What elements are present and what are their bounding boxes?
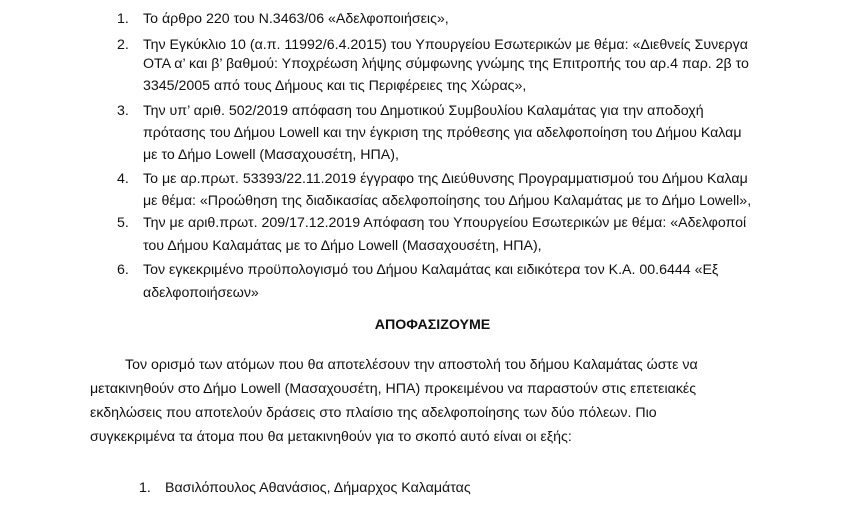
list-item-line: Την Εγκύκλιο 10 (α.π. 11992/6.4.2015) του Υπουργείου Εσωτερικών με θέμα: «Διεθνείς Συνεργα	[143, 37, 748, 53]
paragraph-line: εκδηλώσεις που αποτελούν δράσεις στο πλαίσιο της αδελφοποίησης των δύο πόλεων. Πιο	[90, 405, 657, 421]
list-item-line: Τον εγκεκριμένο προϋπολογισμό του Δήμου Καλαμάτας και ειδικότερα τον Κ.Α. 00.6444 «Εξ	[143, 262, 719, 278]
list-item-line: πρότασης του Δήμου Lowell και την έγκριση της πρόθεσης για αδελφοποίηση του Δήμου Καλαμ	[143, 125, 742, 141]
list-item-line: Την με αριθ.πρωτ. 209/17.12.2019 Απόφαση του Υπουργείου Εσωτερικών με θέμα: «Αδελφοποί	[143, 215, 747, 231]
list-item-number: 6.	[117, 262, 129, 278]
list-item-line: Το άρθρο 220 του Ν.3463/06 «Αδελφοποιήσεις»,	[143, 11, 449, 27]
paragraph-line: μετακινηθούν στο Δήμο Lowell (Μασαχουσέτη, ΗΠΑ) προκειμένου να παραστούν στις επετειακές	[90, 381, 697, 397]
list-item-line: αδελφοποιήσεων»	[143, 285, 259, 301]
list-item-line: του Δήμου Καλαμάτας με το Δήμο Lowell (Μασαχουσέτη, ΗΠΑ),	[143, 238, 542, 254]
list-item-line: Την υπ’ αριθ. 502/2019 απόφαση του Δημοτικού Συμβουλίου Καλαμάτας για την αποδοχή	[143, 103, 704, 119]
member-number: 1.	[139, 480, 151, 496]
list-item-number: 5.	[117, 215, 129, 231]
list-item-number: 3.	[117, 103, 129, 119]
decision-heading: ΑΠΟΦΑΣΙΖΟΥΜΕ	[374, 317, 491, 333]
list-item-number: 1.	[117, 11, 129, 27]
list-item-line: με θέμα: «Προώθηση της διαδικασίας αδελφοποίησης του Δήμου Καλαμάτας με το Δήμο Lowell»,	[143, 193, 752, 209]
list-item-line: με το Δήμο Lowell (Μασαχουσέτη, ΗΠΑ),	[143, 147, 399, 163]
list-item-line: Το με αρ.πρωτ. 53393/22.11.2019 έγγραφο της Διεύθυνσης Προγραμματισμού του Δήμου Καλαμ	[143, 171, 748, 187]
list-item-line: ΟΤΑ α’ και β’ βαθμού: Υποχρέωση λήψης σύμφωνης γνώμης της Επιτροπής του αρ.4 παρ. 2β το	[143, 56, 749, 72]
paragraph-line: Τον ορισμό των ατόμων που θα αποτελέσουν την αποστολή του δήμου Καλαμάτας ώστε να	[125, 357, 698, 373]
list-item-number: 4.	[117, 171, 129, 187]
list-item-line: 3345/2005 από τους Δήμους και τις Περιφέρειες της Χώρας»,	[143, 78, 527, 94]
list-item-number: 2.	[117, 37, 129, 53]
paragraph-line: συγκεκριμένα τα άτομα που θα μετακινηθούν για το σκοπό αυτό είναι οι εξής:	[90, 429, 572, 445]
member-name: Βασιλόπουλος Αθανάσιος, Δήμαρχος Καλαμάτας	[165, 480, 471, 496]
